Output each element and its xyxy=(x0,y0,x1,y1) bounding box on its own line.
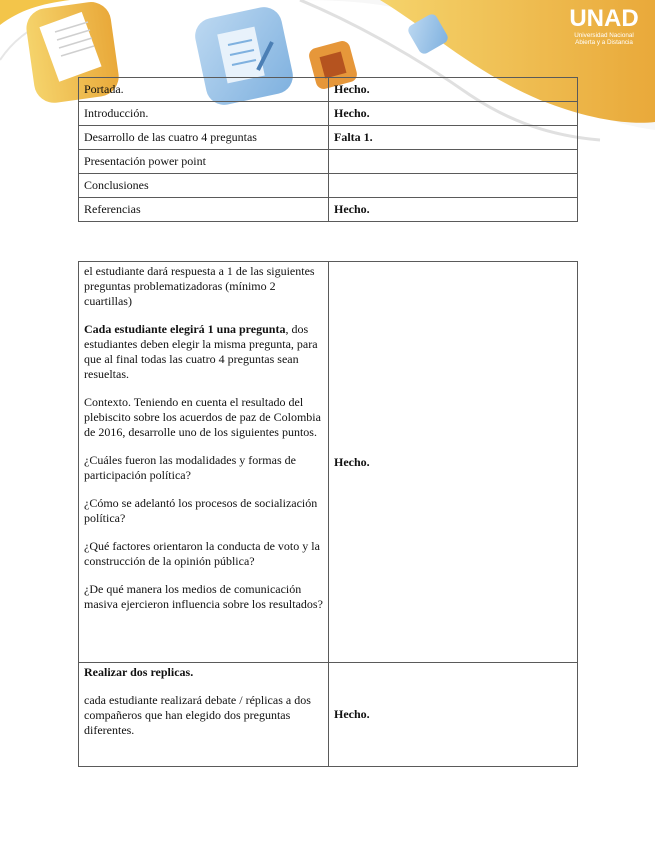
questions-context: Contexto. Teniendo en cuenta el resultado del plebiscito sobre los acuerdos de paz de Colombia de 2016, desarrolle uno de los siguientes puntos. xyxy=(84,395,321,439)
checklist-table xyxy=(78,77,578,222)
table-row xyxy=(79,150,578,174)
table-row xyxy=(79,174,578,198)
table-row xyxy=(79,198,578,222)
item-cell: Introducción. xyxy=(79,102,329,126)
status-cell: Hecho. xyxy=(329,102,578,126)
questions-rule-rest: , dos estudiantes deben elegir la misma pregunta, para que al final todas las cuatro 4 preguntas sean resueltas. xyxy=(84,322,318,381)
questions-status: Hecho. xyxy=(329,262,578,663)
status-cell: Hecho. xyxy=(329,78,578,102)
activities-table xyxy=(78,261,578,767)
item-cell: Portada. xyxy=(79,78,329,102)
replies-text: cada estudiante realizará debate / réplicas a dos compañeros que han elegido dos preguntas diferentes. xyxy=(84,693,311,737)
table-row xyxy=(79,262,578,663)
logo-subtitle-1: Universidad Nacional xyxy=(574,32,634,39)
replies-status: Hecho. xyxy=(329,663,578,767)
replies-cell xyxy=(79,663,329,767)
question-1: ¿Cuáles fueron las modalidades y formas de participación política? xyxy=(84,453,296,482)
logo-subtitle-2: Abierta y a Distancia xyxy=(575,39,633,46)
questions-cell xyxy=(79,262,329,663)
item-cell: Desarrollo de las cuatro 4 preguntas xyxy=(79,126,329,150)
status-cell xyxy=(329,174,578,198)
status-cell: Falta 1. xyxy=(329,126,578,150)
questions-rule-bold: Cada estudiante elegirá 1 una pregunta xyxy=(84,322,286,336)
table-row xyxy=(79,663,578,767)
question-4: ¿De qué manera los medios de comunicación masiva ejercieron influencia sobre los resultados? xyxy=(84,582,323,611)
replies-title: Realizar dos replicas. xyxy=(84,665,194,679)
status-cell: Hecho. xyxy=(329,198,578,222)
table-row xyxy=(79,78,578,102)
unad-logo xyxy=(561,6,647,46)
status-cell xyxy=(329,150,578,174)
question-2: ¿Cómo se adelantó los procesos de socialización política? xyxy=(84,496,318,525)
item-cell: Conclusiones xyxy=(79,174,329,198)
table-row xyxy=(79,102,578,126)
item-cell: Referencias xyxy=(79,198,329,222)
table-row xyxy=(79,126,578,150)
questions-rule xyxy=(84,322,323,382)
question-3: ¿Qué factores orientaron la conducta de voto y la construcción de la opinión pública? xyxy=(84,539,320,568)
logo-text: UNAD xyxy=(569,5,639,32)
item-cell: Presentación power point xyxy=(79,150,329,174)
questions-intro: el estudiante dará respuesta a 1 de las siguientes preguntas problematizadoras (mínimo 2 cuartillas) xyxy=(84,264,315,308)
